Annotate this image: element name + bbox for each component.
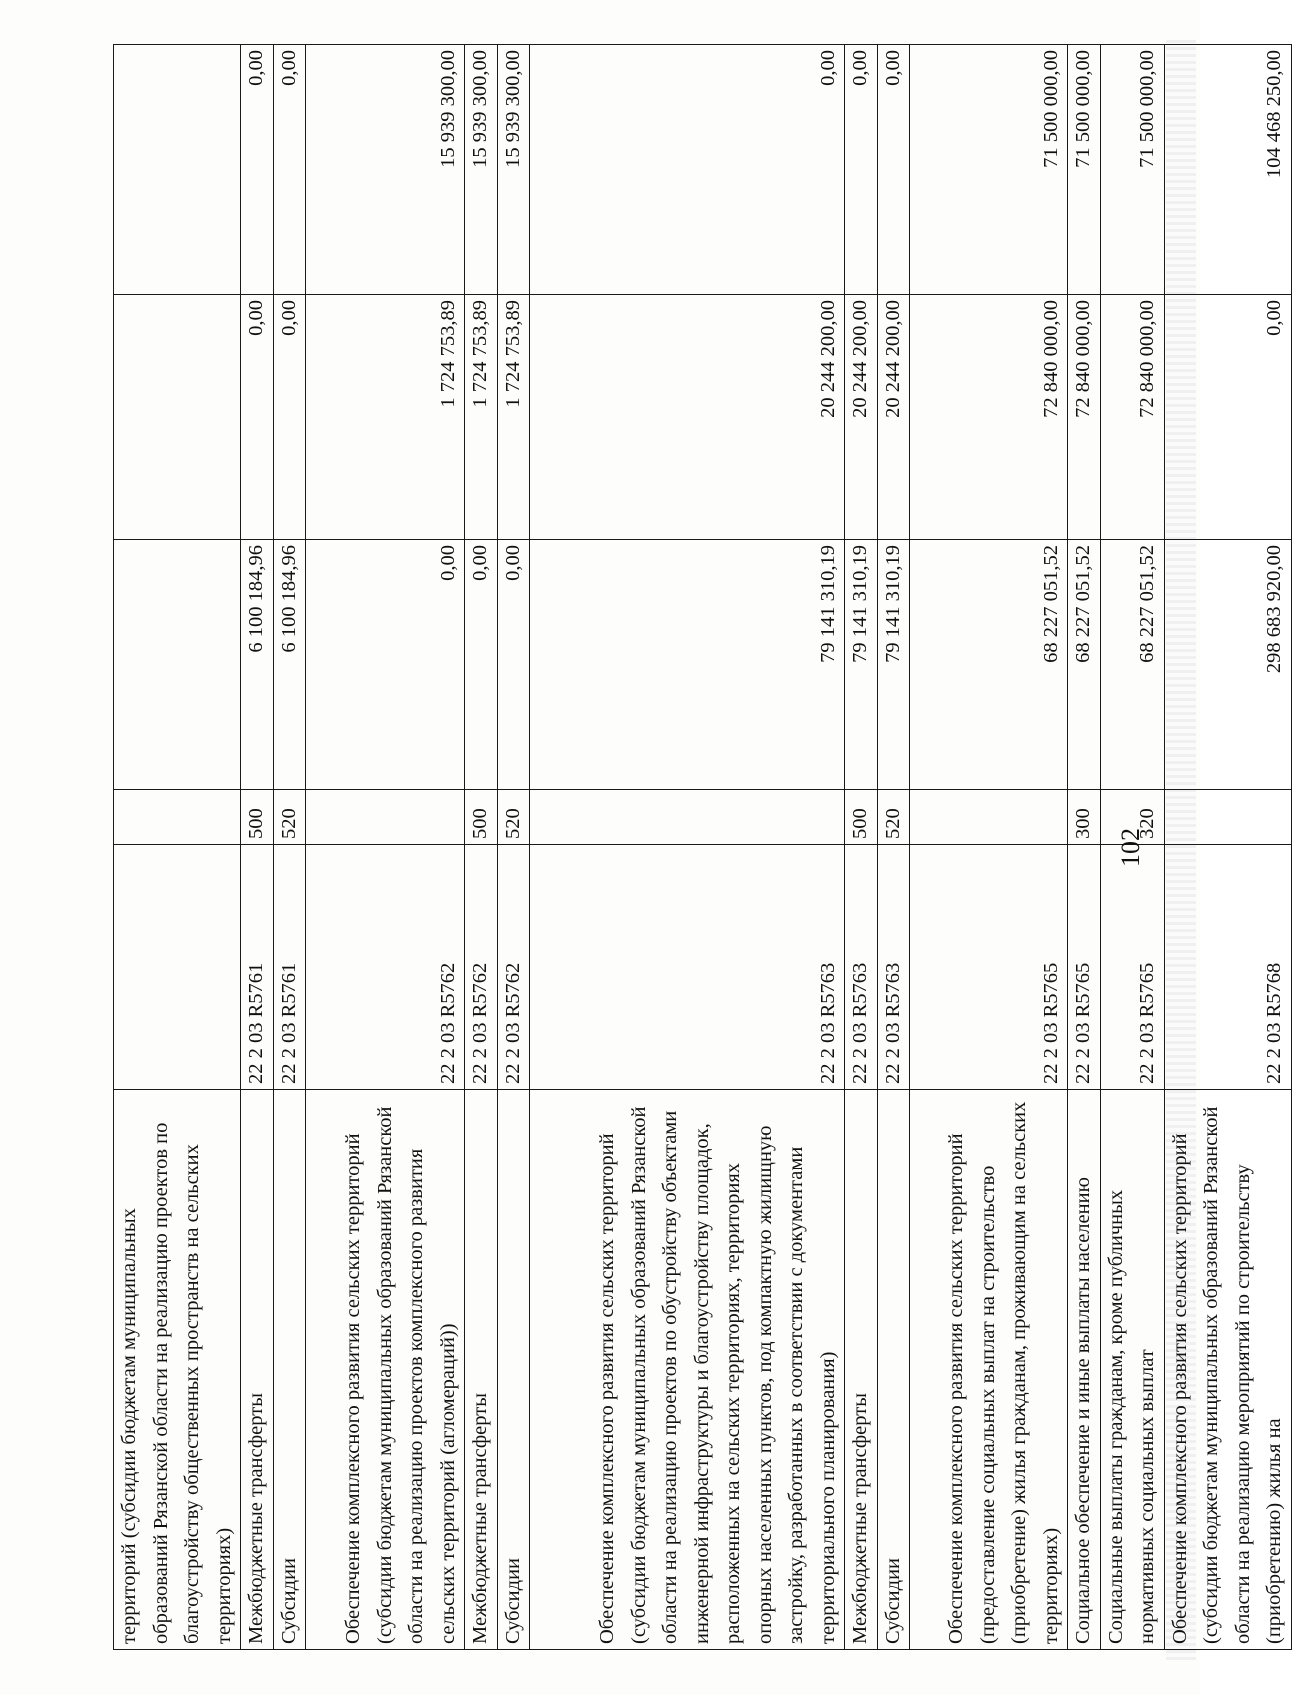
row-amount-1 [114, 540, 241, 790]
row-expense-type [1164, 790, 1291, 845]
row-description: Субсидии [497, 1090, 530, 1650]
row-amount-3: 0,00 [241, 45, 274, 295]
row-amount-2: 72 840 000,00 [910, 295, 1068, 540]
row-description: Межбюджетные трансферты [465, 1090, 498, 1650]
row-amount-3: 71 500 000,00 [1068, 45, 1101, 295]
row-expense-type [114, 790, 241, 845]
row-amount-2: 20 244 200,00 [845, 295, 878, 540]
row-amount-2: 20 244 200,00 [530, 295, 845, 540]
row-amount-1: 68 227 051,52 [1100, 540, 1164, 790]
row-code [114, 845, 241, 1090]
row-amount-3: 71 500 000,00 [910, 45, 1068, 295]
table-row [845, 45, 878, 1650]
row-expense-type [530, 790, 845, 845]
row-code: 22 2 03 R5761 [273, 845, 306, 1090]
row-expense-type: 320 [1100, 790, 1164, 845]
row-expense-type: 300 [1068, 790, 1101, 845]
row-amount-3: 15 939 300,00 [465, 45, 498, 295]
row-amount-1: 6 100 184,96 [241, 540, 274, 790]
row-description: Субсидии [273, 1090, 306, 1650]
row-code: 22 2 03 R5762 [497, 845, 530, 1090]
row-description: территорий (субсидии бюджетам муниципальных образований Рязанской области на реализацию проектов по благоустройству общественных пространств на сельских территориях) [114, 1090, 241, 1650]
row-description: Обеспечение комплексного развития сельских территорий (субсидии бюджетам муниципальных образований Рязанской области на реализацию проектов комплексного развития сельских территорий (агломераций)) [306, 1090, 465, 1650]
table-row [114, 45, 241, 1650]
row-amount-2: 72 840 000,00 [1100, 295, 1164, 540]
row-amount-1: 0,00 [465, 540, 498, 790]
table-row [877, 45, 910, 1650]
row-expense-type: 520 [273, 790, 306, 845]
row-description: Межбюджетные трансферты [845, 1090, 878, 1650]
budget-table-body [114, 45, 1292, 1650]
page-number: 102 [1116, 828, 1145, 867]
row-amount-3: 0,00 [273, 45, 306, 295]
row-amount-3: 0,00 [530, 45, 845, 295]
row-amount-2: 0,00 [241, 295, 274, 540]
row-description: Социальные выплаты гражданам, кроме публичных нормативных социальных выплат [1100, 1090, 1164, 1650]
row-description: Субсидии [877, 1090, 910, 1650]
table-row [241, 45, 274, 1650]
budget-table [113, 44, 1292, 1650]
table-row [1068, 45, 1101, 1650]
row-amount-1: 298 683 920,00 [1164, 540, 1291, 790]
row-description: Обеспечение комплексного развития сельских территорий (предоставление социальных выплат на строительство (приобретение) жилья гражданам, проживающим на сельских территориях) [910, 1090, 1068, 1650]
row-amount-1: 68 227 051,52 [910, 540, 1068, 790]
row-amount-1: 0,00 [306, 540, 465, 790]
row-amount-3: 104 468 250,00 [1164, 45, 1291, 295]
row-code: 22 2 03 R5765 [1100, 845, 1164, 1090]
row-amount-2: 1 724 753,89 [306, 295, 465, 540]
row-expense-type [306, 790, 465, 845]
table-row [1164, 45, 1291, 1650]
row-amount-2: 1 724 753,89 [465, 295, 498, 540]
row-amount-2: 72 840 000,00 [1068, 295, 1101, 540]
row-amount-2: 0,00 [273, 295, 306, 540]
table-row [530, 45, 845, 1650]
row-amount-3: 15 939 300,00 [306, 45, 465, 295]
row-description: Обеспечение комплексного развития сельских территорий (субсидии бюджетам муниципальных образований Рязанской области на реализацию проектов по обустройству объектами инженерной инфраструктуры и благоустройству площадок, расположенных на сельских территориях, территориях опорных населенных пунктов, под компактную жилищную застройку, разработанных в соответствии с документами территориального планирования) [530, 1090, 845, 1650]
row-description: Обеспечение комплексного развития сельских территорий (субсидии бюджетам муниципальных образований Рязанской области на реализацию мероприятий по строительству (приобретению) жилья на [1164, 1090, 1291, 1650]
row-code: 22 2 03 R5765 [910, 845, 1068, 1090]
row-code: 22 2 03 R5761 [241, 845, 274, 1090]
row-amount-3: 0,00 [845, 45, 878, 295]
row-code: 22 2 03 R5763 [877, 845, 910, 1090]
row-code: 22 2 03 R5768 [1164, 845, 1291, 1090]
row-amount-3: 15 939 300,00 [497, 45, 530, 295]
row-expense-type: 500 [465, 790, 498, 845]
row-description: Социальное обеспечение и иные выплаты населению [1068, 1090, 1101, 1650]
row-amount-1: 6 100 184,96 [273, 540, 306, 790]
row-amount-1: 79 141 310,19 [845, 540, 878, 790]
row-amount-2 [114, 295, 241, 540]
row-code: 22 2 03 R5762 [465, 845, 498, 1090]
row-expense-type [910, 790, 1068, 845]
row-amount-2: 20 244 200,00 [877, 295, 910, 540]
row-expense-type: 500 [241, 790, 274, 845]
row-amount-2: 0,00 [1164, 295, 1291, 540]
table-row [910, 45, 1068, 1650]
row-amount-3: 0,00 [877, 45, 910, 295]
row-amount-2: 1 724 753,89 [497, 295, 530, 540]
table-row [273, 45, 306, 1650]
row-expense-type: 520 [877, 790, 910, 845]
table-row [497, 45, 530, 1650]
row-amount-3 [114, 45, 241, 295]
row-code: 22 2 03 R5763 [845, 845, 878, 1090]
table-row [465, 45, 498, 1650]
row-description: Межбюджетные трансферты [241, 1090, 274, 1650]
row-amount-1: 0,00 [497, 540, 530, 790]
row-amount-1: 79 141 310,19 [877, 540, 910, 790]
rotated-content [113, 45, 1285, 1650]
row-amount-1: 79 141 310,19 [530, 540, 845, 790]
row-expense-type: 500 [845, 790, 878, 845]
row-code: 22 2 03 R5762 [306, 845, 465, 1090]
row-code: 22 2 03 R5763 [530, 845, 845, 1090]
row-amount-1: 68 227 051,52 [1068, 540, 1101, 790]
row-code: 22 2 03 R5765 [1068, 845, 1101, 1090]
row-amount-3: 71 500 000,00 [1100, 45, 1164, 295]
row-expense-type: 520 [497, 790, 530, 845]
table-row [306, 45, 465, 1650]
